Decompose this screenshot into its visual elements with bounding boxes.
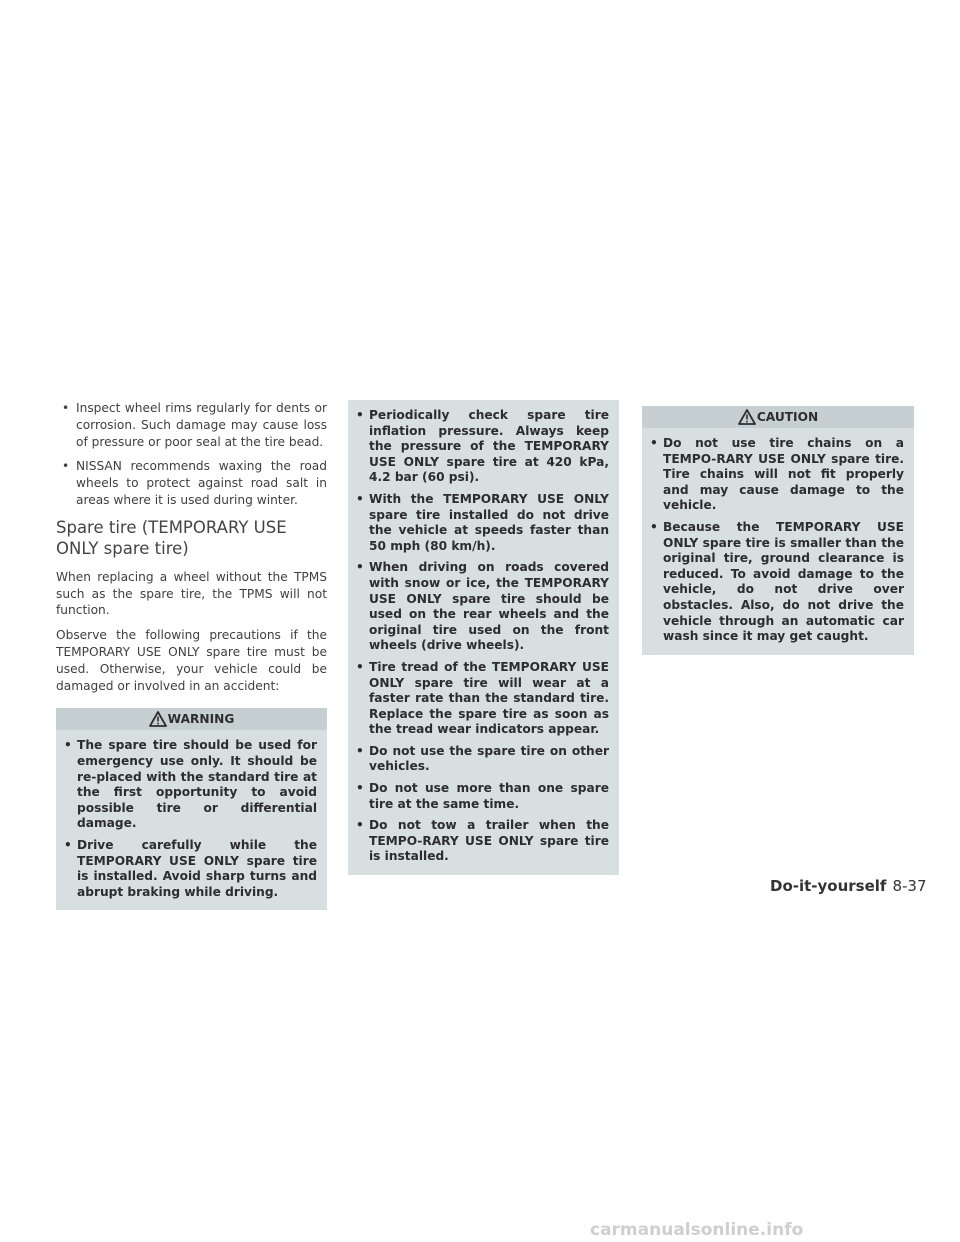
list-item: • When driving on roads covered with snow or ice, the TEMPORARY USE ONLY spare tire should be used on the rear wheels and the original tire used on the front wheels (drive wheels).	[356, 560, 609, 653]
caution-triangle-icon	[738, 409, 756, 425]
warning-list-continued	[354, 408, 609, 865]
list-item: • Do not use the spare tire on other vehicles.	[356, 743, 609, 774]
section-title: Spare tire (TEMPORARY USE ONLY spare tire)	[56, 517, 287, 558]
warning-box	[56, 708, 327, 910]
list-item: • With the TEMPORARY USE ONLY spare tire installed do not drive the vehicle at speeds faster than 50 mph (80 km/h).	[356, 491, 609, 553]
list-item: • Do not tow a trailer when the TEMPO-RARY USE ONLY spare tire is installed.	[356, 818, 609, 864]
list-item: • Inspect wheel rims regularly for dents or corrosion. Such damage may cause loss of pressure or poor seal at the tire bead.	[62, 401, 327, 449]
list-item: • Do not use more than one spare tire at the same time.	[356, 781, 609, 811]
caution-label: CAUTION	[756, 410, 819, 424]
caution-box	[642, 406, 914, 655]
warning-triangle-icon	[149, 711, 167, 727]
warning-list	[62, 738, 317, 900]
list-item: • Tire tread of the TEMPORARY USE ONLY spare tire will wear at a faster rate than the standard tire. Replace the spare tire as soon as the tread wear indicators appear.	[356, 659, 609, 737]
page-footer	[770, 877, 927, 895]
watermark: carmanualsonline.info	[590, 1220, 804, 1240]
left-column	[56, 400, 327, 910]
right-column	[642, 406, 914, 655]
middle-column	[348, 400, 619, 875]
list-item: • Drive carefully while the TEMPORARY USE ONLY spare tire is installed. Avoid sharp turns and abrupt braking while driving.	[64, 837, 317, 899]
warning-label: WARNING	[167, 712, 235, 727]
warning-box-continued	[348, 400, 619, 875]
list-item: • NISSAN recommends waxing the road wheels to protect against road salt in areas where it is used during winter.	[62, 459, 327, 507]
paragraph: Observe the following precautions if the TEMPORARY USE ONLY spare tire must be used. Otherwise, your vehicle could be damaged or involved in an accident:	[56, 628, 327, 693]
caution-list	[648, 436, 904, 645]
paragraph: When replacing a wheel without the TPMS such as the spare tire, the TPMS will not function.	[56, 569, 327, 618]
maintenance-bullet-list	[56, 400, 327, 509]
list-item: • The spare tire should be used for emergency use only. It should be re-placed with the standard tire at the first opportunity to avoid possible tire or differential damage.	[64, 738, 317, 831]
list-item: • Periodically check spare tire inflation pressure. Always keep the pressure of the TEMPORARY USE ONLY spare tire at 420 kPa, 4.2 bar (60 psi).	[356, 408, 609, 485]
warning-header	[56, 708, 327, 730]
caution-header	[642, 406, 914, 428]
page-number: 8-37	[892, 877, 927, 895]
list-item: • Do not use tire chains on a TEMPO-RARY USE ONLY spare tire. Tire chains will not fit properly and may cause damage to the vehicle.	[650, 436, 904, 513]
list-item: • Because the TEMPORARY USE ONLY spare tire is smaller than the original tire, ground clearance is reduced. To avoid damage to the vehicle, do not drive over obstacles. Also, do not drive the vehicle through an automatic car wash since it may get caught.	[650, 519, 904, 644]
footer-section-name: Do-it-yourself	[770, 877, 887, 895]
